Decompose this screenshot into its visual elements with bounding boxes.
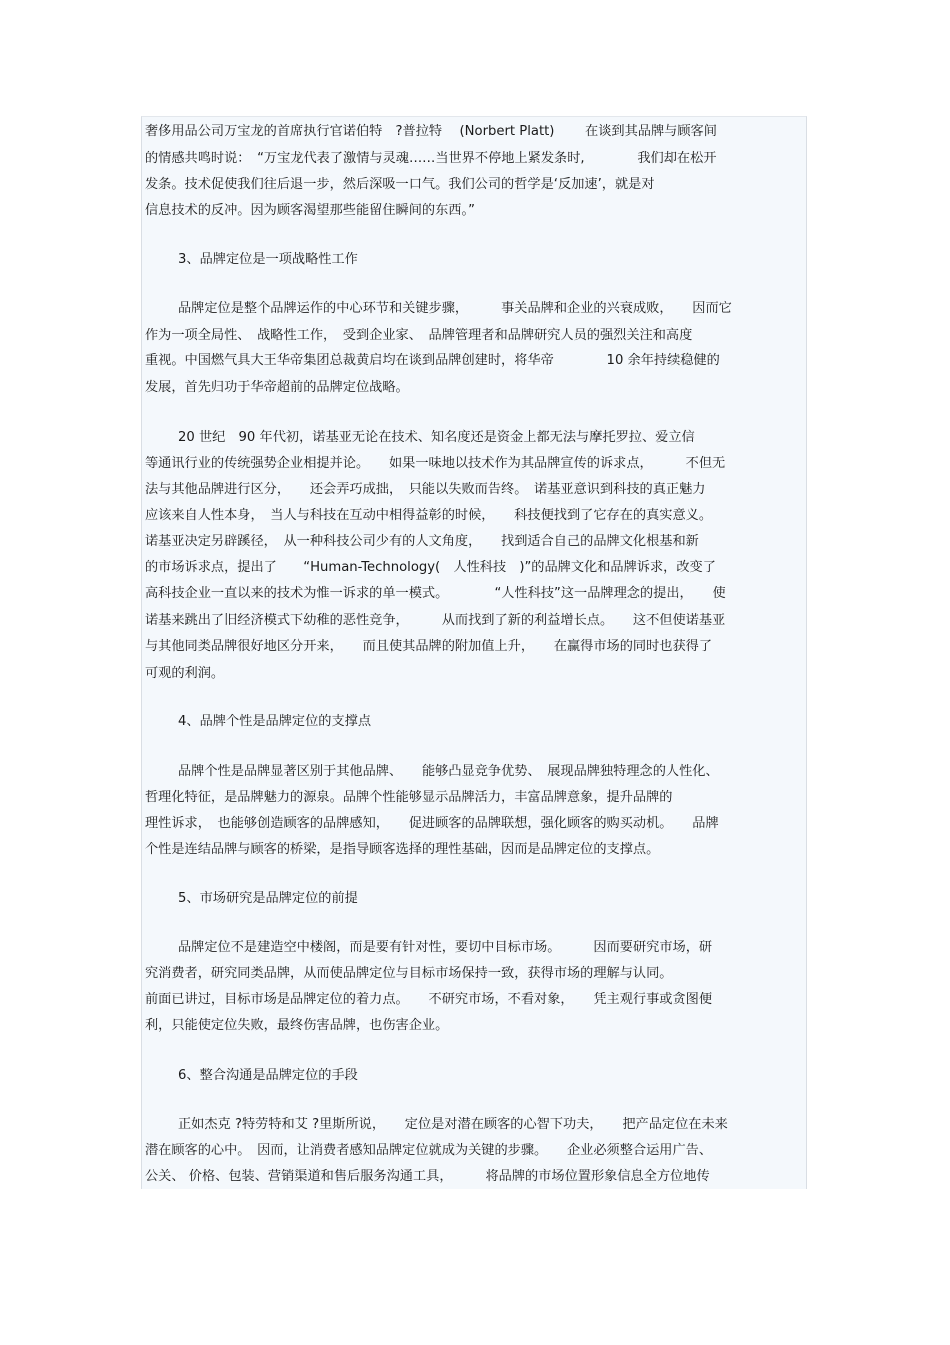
paragraph-line: 哲理化特征，是品牌魅力的源泉。品牌个性能够显示品牌活力，丰富品牌意象，提升品牌的: [145, 790, 673, 805]
paragraph-line: 可观的利润。: [145, 666, 225, 681]
paragraph-line: 高科技企业一直以来的技术为惟一诉求的单一模式。 “人性科技”这一品牌理念的提出， 使: [145, 586, 726, 601]
paragraph-line: 潜在顾客的心中。 因而，让消费者感知品牌定位就成为关键的步骤。 企业必须整合运用广告、: [145, 1143, 713, 1158]
paragraph-line: 发展，首先归功于华帝超前的品牌定位战略。: [145, 380, 409, 395]
paragraph-line: 的情感共鸣时说： “万宝龙代表了激情与灵魂……当世界不停地上紧发条时, 我们却在松开: [145, 151, 717, 166]
section-heading: 6、整合沟通是品牌定位的手段: [178, 1068, 358, 1083]
paragraph-line: 前面已讲过，目标市场是品牌定位的着力点。 不研究市场，不看对象， 凭主观行事或贪图便: [145, 992, 713, 1007]
paragraph-line: 利，只能使定位失败，最终伤害品牌，也伤害企业。: [145, 1018, 449, 1033]
paragraph-line: 理性诉求， 也能够创造顾客的品牌感知， 促进顾客的品牌联想，强化顾客的购买动机。 品牌: [145, 816, 719, 831]
paragraph-line: 重视。中国燃气具大王华帝集团总裁黄启均在谈到品牌创建时，将华帝 10 余年持续稳健的: [145, 353, 720, 368]
paragraph-line: 应该来自人性本身， 当人与科技在互动中相得益彰的时候， 科技便找到了它存在的真实意义。: [145, 508, 713, 523]
paragraph-line: 品牌定位不是建造空中楼阁，而是要有针对性，要切中目标市场。 因而要研究市场，研: [178, 940, 713, 955]
paragraph-line: 与其他同类品牌很好地区分开来， 而且使其品牌的附加值上升， 在赢得市场的同时也获得了: [145, 639, 713, 654]
paragraph-line: 法与其他品牌进行区分， 还会弄巧成拙， 只能以失败而告终。 诺基亚意识到科技的真正魅力: [145, 482, 706, 497]
paragraph-line: 信息技术的反冲。因为顾客渴望那些能留住瞬间的东西。”: [145, 203, 475, 218]
paragraph-line: 品牌个性是品牌显著区别于其他品牌、 能够凸显竞争优势、 展现品牌独特理念的人性化、: [178, 764, 719, 779]
section-heading: 5、市场研究是品牌定位的前提: [178, 891, 358, 906]
paragraph-line: 究消费者，研究同类品牌，从而使品牌定位与目标市场保持一致，获得市场的理解与认同。: [145, 966, 673, 981]
paragraph-line: 作为一项全局性、 战略性工作， 受到企业家、 品牌管理者和品牌研究人员的强烈关注和高度: [145, 328, 693, 343]
paragraph-line: 奢侈用品公司万宝龙的首席执行官诺伯特 ?普拉特 (Norbert Platt) 在谈到其品牌与顾客间: [145, 124, 717, 139]
paragraph-line: 发条。技术促使我们往后退一步，然后深吸一口气。我们公司的哲学是‘反加速’，就是对: [145, 177, 655, 192]
paragraph-line: 公关、 价格、包装、营销渠道和售后服务沟通工具， 将品牌的市场位置形象信息全方位地传: [145, 1169, 710, 1184]
paragraph-line: 诺基来跳出了旧经济模式下幼稚的恶性竞争， 从而找到了新的利益增长点。 这不但使诺基亚: [145, 613, 726, 628]
paragraph-line: 诺基亚决定另辟蹊径， 从一种科技公司少有的人文角度， 找到适合自己的品牌文化根基和新: [145, 534, 699, 549]
paragraph-line: 等通讯行业的传统强势企业相提并论。 如果一味地以技术作为其品牌宣传的诉求点， 不但无: [145, 456, 726, 471]
paragraph-line: 20 世纪 90 年代初，诺基亚无论在技术、知名度还是资金上都无法与摩托罗拉、爱立信: [178, 430, 695, 445]
section-heading: 4、品牌个性是品牌定位的支撑点: [178, 714, 372, 729]
paragraph-line: 品牌定位是整个品牌运作的中心环节和关键步骤， 事关品牌和企业的兴衰成败， 因而它: [178, 301, 732, 316]
document-text-frame: [141, 116, 807, 1189]
paragraph-line: 正如杰克 ?特劳特和艾 ?里斯所说， 定位是对潜在顾客的心智下功夫， 把产品定位在未来: [178, 1117, 728, 1132]
paragraph-line: 个性是连结品牌与顾客的桥梁，是指导顾客选择的理性基础，因而是品牌定位的支撑点。: [145, 842, 660, 857]
section-heading: 3、品牌定位是一项战略性工作: [178, 252, 358, 267]
paragraph-line: 的市场诉求点，提出了 “Human-Technology( 人性科技 )”的品牌文化和品牌诉求，改变了: [145, 560, 716, 575]
